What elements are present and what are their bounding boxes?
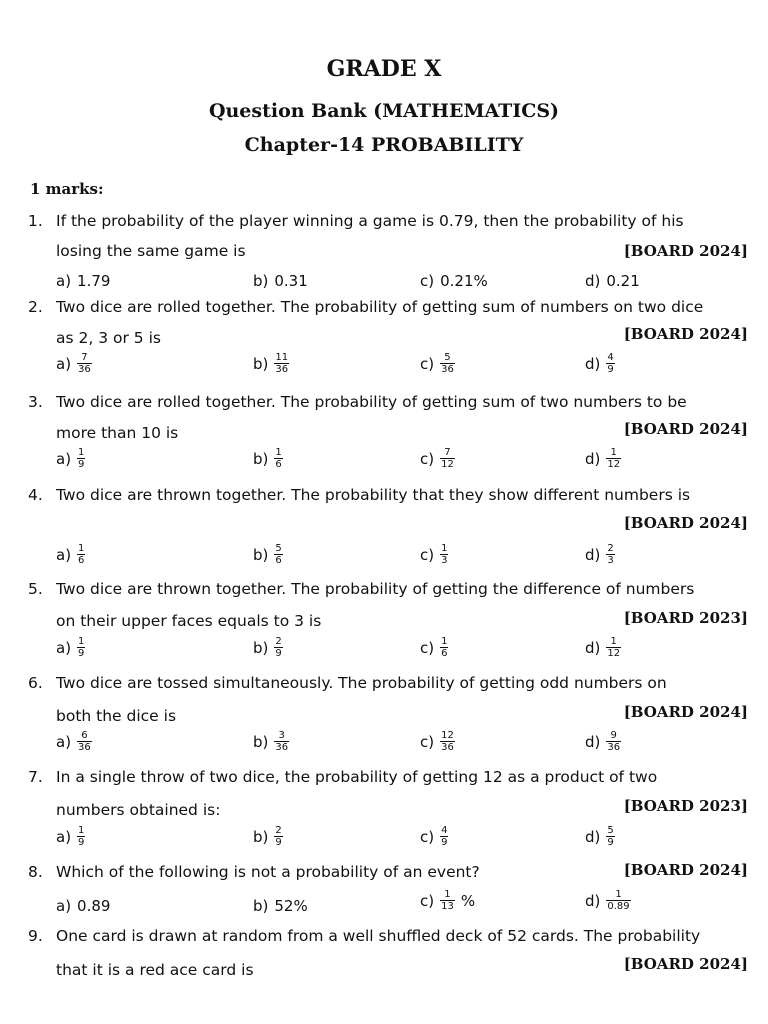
option-label: b) (253, 272, 269, 290)
option (420, 543, 448, 566)
fraction-denominator: 6 (441, 648, 448, 659)
fraction-numerator: 2 (275, 636, 282, 647)
option (253, 543, 283, 566)
fraction (606, 889, 630, 912)
option-label: b) (253, 449, 269, 468)
subject-title: Question Bank (MATHEMATICS) (208, 100, 560, 122)
fraction-numerator: 1 (610, 447, 617, 458)
option-value: 1.79 (77, 272, 111, 290)
fraction-numerator: 12 (441, 730, 454, 741)
option-value: 0.31 (274, 272, 308, 290)
fraction (77, 352, 92, 375)
option-label: a) (56, 354, 72, 373)
question-text: on their upper faces equals to 3 is (56, 612, 322, 630)
fraction-numerator: 3 (278, 730, 285, 741)
fraction-numerator: 1 (78, 543, 85, 554)
fraction (606, 825, 614, 848)
option (253, 636, 283, 659)
fraction (274, 636, 282, 659)
question-text: One card is drawn at random from a well shuffled deck of 52 cards. The probability (56, 927, 701, 945)
option-label: c) (420, 449, 435, 468)
fraction (77, 543, 85, 566)
option (420, 447, 455, 470)
fraction-denominator: 9 (275, 837, 282, 848)
option (56, 447, 85, 470)
option-label: d) (585, 827, 601, 846)
option (585, 447, 621, 470)
fraction (606, 730, 621, 753)
option (585, 272, 640, 290)
fraction-numerator: 1 (78, 825, 85, 836)
option (253, 272, 308, 290)
option (253, 897, 308, 915)
question-text: more than 10 is (56, 424, 179, 442)
fraction-numerator: 5 (607, 825, 614, 836)
fraction (440, 543, 448, 566)
option-label: b) (253, 827, 269, 846)
option-label: c) (420, 545, 435, 564)
fraction (77, 636, 85, 659)
fraction-numerator: 4 (441, 825, 448, 836)
question-number: 8. (28, 863, 43, 881)
option-label: d) (585, 354, 601, 373)
section-label: 1 marks: (30, 180, 104, 198)
fraction (606, 543, 614, 566)
option (420, 730, 455, 753)
option-label: b) (253, 545, 269, 564)
board-tag: [BOARD 2024] (623, 325, 748, 343)
question-text: as 2, 3 or 5 is (56, 329, 161, 347)
option-label: d) (585, 891, 601, 910)
option (420, 825, 448, 848)
option-value: 52% (274, 897, 308, 915)
option (56, 897, 110, 915)
option (56, 352, 92, 375)
option (56, 272, 110, 290)
fraction-numerator: 6 (81, 730, 88, 741)
option-label: a) (56, 827, 72, 846)
option-value: 0.21 (606, 272, 640, 290)
fraction (274, 730, 289, 753)
fraction-numerator: 1 (444, 889, 451, 900)
fraction-numerator: 1 (78, 447, 85, 458)
board-tag: [BOARD 2023] (623, 797, 748, 815)
fraction-denominator: 12 (607, 459, 621, 470)
fraction-denominator: 6 (78, 555, 85, 566)
question-text: Two dice are thrown together. The probability of getting the difference of numbers (56, 580, 695, 598)
fraction-numerator: 5 (275, 543, 282, 554)
question-text: Two dice are tossed simultaneously. The probability of getting odd numbers on (56, 674, 667, 692)
question-number: 2. (28, 298, 43, 316)
option-label: a) (56, 272, 72, 290)
option (56, 825, 85, 848)
question-text: Two dice are thrown together. The probability that they show different numbers is (56, 486, 691, 504)
fraction-numerator: 2 (607, 543, 614, 554)
option (585, 352, 615, 375)
question-number: 4. (28, 486, 43, 504)
fraction-denominator: 9 (78, 459, 85, 470)
question-number: 3. (28, 393, 43, 411)
option (420, 636, 448, 659)
fraction-denominator: 12 (607, 648, 621, 659)
question-text: losing the same game is (56, 242, 246, 260)
option-label: b) (253, 354, 269, 373)
board-tag: [BOARD 2023] (623, 609, 748, 627)
option-label: a) (56, 732, 72, 751)
fraction-denominator: 12 (441, 459, 454, 470)
option-suffix: % (460, 891, 476, 910)
question-text: numbers obtained is: (56, 801, 221, 819)
option (253, 352, 289, 375)
fraction-denominator: 3 (607, 555, 614, 566)
chapter-title: Chapter-14 PROBABILITY (244, 134, 524, 156)
fraction (274, 825, 282, 848)
option-label: a) (56, 638, 72, 657)
fraction-denominator: 36 (275, 364, 289, 375)
option (585, 636, 621, 659)
option (253, 447, 283, 470)
fraction-numerator: 1 (610, 636, 617, 647)
fraction (77, 825, 85, 848)
board-tag: [BOARD 2024] (623, 955, 748, 973)
fraction (440, 730, 455, 753)
option-label: d) (585, 449, 601, 468)
fraction-denominator: 9 (275, 648, 282, 659)
board-tag: [BOARD 2024] (623, 861, 748, 879)
fraction-numerator: 9 (610, 730, 617, 741)
fraction-denominator: 3 (441, 555, 448, 566)
option (420, 352, 455, 375)
fraction-denominator: 0.89 (607, 901, 630, 912)
fraction (274, 352, 289, 375)
fraction-denominator: 36 (275, 742, 289, 753)
option (585, 543, 615, 566)
fraction (606, 352, 614, 375)
fraction-denominator: 9 (607, 837, 614, 848)
fraction-numerator: 7 (444, 447, 451, 458)
fraction-denominator: 36 (441, 742, 454, 753)
option (56, 636, 85, 659)
fraction-denominator: 9 (607, 364, 614, 375)
fraction-denominator: 6 (275, 459, 282, 470)
question-text: Which of the following is not a probability of an event? (56, 863, 480, 881)
option (253, 825, 283, 848)
option-label: d) (585, 638, 601, 657)
fraction (606, 636, 621, 659)
option-value: 0.89 (77, 897, 111, 915)
fraction-numerator: 1 (78, 636, 85, 647)
fraction-denominator: 36 (607, 742, 621, 753)
question-number: 1. (28, 212, 43, 230)
fraction (440, 889, 455, 912)
option-label: c) (420, 732, 435, 751)
fraction-denominator: 13 (441, 901, 454, 912)
fraction (77, 447, 85, 470)
option-label: a) (56, 897, 72, 915)
fraction (440, 825, 448, 848)
option-label: c) (420, 272, 435, 290)
question-text: both the dice is (56, 707, 177, 725)
fraction (440, 447, 455, 470)
option-label: d) (585, 545, 601, 564)
option-label: c) (420, 891, 435, 910)
option-label: b) (253, 897, 269, 915)
fraction-numerator: 11 (275, 352, 289, 363)
fraction (606, 447, 621, 470)
fraction-numerator: 1 (275, 447, 282, 458)
option-label: a) (56, 545, 72, 564)
option (253, 730, 289, 753)
question-text: that it is a red ace card is (56, 961, 254, 979)
fraction-denominator: 9 (78, 837, 85, 848)
fraction (440, 352, 455, 375)
question-number: 5. (28, 580, 43, 598)
fraction-denominator: 36 (441, 364, 454, 375)
fraction-numerator: 7 (81, 352, 88, 363)
fraction-numerator: 2 (275, 825, 282, 836)
option-label: a) (56, 449, 72, 468)
fraction (77, 730, 92, 753)
fraction-denominator: 9 (441, 837, 448, 848)
board-tag: [BOARD 2024] (623, 703, 748, 721)
fraction (274, 447, 282, 470)
option-value: 0.21% (440, 272, 488, 290)
board-tag: [BOARD 2024] (623, 514, 748, 532)
fraction-denominator: 9 (78, 648, 85, 659)
question-text: Two dice are rolled together. The probability of getting sum of numbers on two dice (56, 298, 704, 316)
question-text: If the probability of the player winning a game is 0.79, then the probability of his (56, 212, 684, 230)
question-number: 7. (28, 768, 43, 786)
fraction-denominator: 36 (78, 742, 91, 753)
option-label: d) (585, 732, 601, 751)
fraction-denominator: 36 (78, 364, 91, 375)
grade-title: GRADE X (326, 56, 442, 82)
option (585, 889, 631, 912)
option (56, 730, 92, 753)
option-label: c) (420, 638, 435, 657)
question-text: Two dice are rolled together. The probability of getting sum of two numbers to be (56, 393, 687, 411)
question-text: In a single throw of two dice, the probability of getting 12 as a product of two (56, 768, 658, 786)
option-label: c) (420, 354, 435, 373)
fraction-numerator: 4 (607, 352, 614, 363)
option (420, 272, 488, 290)
option-label: b) (253, 732, 269, 751)
fraction-numerator: 1 (615, 889, 622, 900)
question-number: 6. (28, 674, 43, 692)
fraction-numerator: 1 (441, 636, 448, 647)
option (56, 543, 85, 566)
fraction (274, 543, 282, 566)
board-tag: [BOARD 2024] (623, 420, 748, 438)
option (420, 889, 475, 912)
option-label: d) (585, 272, 601, 290)
option (585, 825, 615, 848)
fraction-numerator: 5 (444, 352, 451, 363)
option (585, 730, 621, 753)
fraction-denominator: 6 (275, 555, 282, 566)
board-tag: [BOARD 2024] (623, 242, 748, 260)
fraction (440, 636, 448, 659)
question-number: 9. (28, 927, 43, 945)
option-label: c) (420, 827, 435, 846)
fraction-numerator: 1 (441, 543, 448, 554)
option-label: b) (253, 638, 269, 657)
